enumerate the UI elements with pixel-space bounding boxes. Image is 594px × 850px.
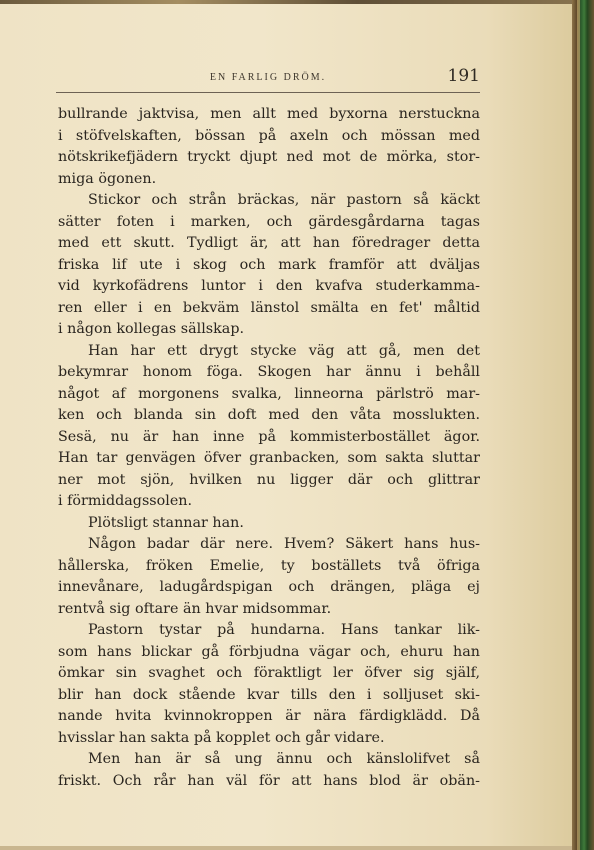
text-line: nötskrikefjädern tryckt djupt ned mot de mörka, stor-: [58, 149, 480, 165]
text-line: ken och blanda sin doft med den våta mosslukten.: [58, 407, 480, 423]
text-line: friska lif ute i skog och mark framför att dväljas: [58, 256, 480, 273]
text-line: i stöfvelskaften, bössan på axeln och mössan med: [58, 127, 480, 144]
page-number: 191: [447, 66, 480, 86]
text-line: Sesä, nu är han inne på kommisterbostället ägor.: [58, 428, 480, 445]
text-line: friskt. Och rår han väl för att hans blod är obän-: [58, 772, 480, 789]
text-line: Någon badar där nere. Hvem? Säkert hans hus-: [88, 536, 480, 552]
text-line: hållerska, fröken Emelie, ty boställets två öfriga: [58, 557, 480, 574]
text-line: ner mot sjön, hvilken nu ligger där och glittrar: [58, 471, 480, 488]
running-head: [56, 66, 480, 93]
text-line: Han tar genvägen öfver granbacken, som sakta sluttar: [58, 450, 480, 466]
text-line: nande hvita kvinnokroppen är nära färdigklädd. Då: [58, 708, 480, 724]
text-line: Stickor och strån bräckas, när pastorn så käckt: [88, 192, 480, 208]
text-line: som hans blickar gå förbjudna vägar och, ehuru han: [58, 643, 480, 660]
text-line: Han har ett drygt stycke väg att gå, men det: [88, 342, 480, 359]
text-line: i förmiddagssolen.: [58, 493, 193, 509]
text-line: sätter foten i marken, och gärdesgårdarna tagas: [58, 213, 480, 230]
text-line: hvisslar han sakta på kopplet och går vidare.: [58, 729, 385, 746]
text-line: innevånare, ladugårdspigan och drängen, pläga ej: [58, 579, 480, 595]
text-line: blir han dock stående kvar tills den i solljuset ski-: [58, 686, 480, 703]
text-line: Men han är så ung ännu och känslolifvet så: [88, 751, 480, 767]
text-line: Pastorn tystar på hundarna. Hans tankar lik-: [88, 622, 480, 638]
text-line: ömkar sin svaghet och föraktligt ler öfver sig själf,: [58, 665, 480, 681]
running-head-title: EN FARLIG DRÖM.: [209, 72, 327, 83]
text-line: ren eller i en bekväm länstol smälta en fet' måltid: [58, 299, 480, 316]
text-line: bekymrar honom föga. Skogen har ännu i behåll: [58, 364, 480, 380]
text-line: något af morgonens svalka, linneorna pärlströ mar-: [58, 385, 480, 402]
book-page: [0, 4, 573, 846]
text-line: Plötsligt stannar han.: [88, 514, 244, 531]
body-text: [58, 104, 480, 792]
text-line: i någon kollegas sällskap.: [58, 321, 245, 337]
text-line: med ett skutt. Tydligt är, att han föredrager detta: [58, 235, 480, 251]
book-spine: [572, 0, 594, 850]
text-line: bullrande jaktvisa, men allt med byxorna nerstuckna: [58, 106, 480, 122]
text-line: vid kyrkofädrens luntor i den kvafva studerkamma-: [58, 278, 480, 294]
text-line: miga ögonen.: [58, 170, 157, 187]
text-line: rentvå sig oftare än hvar midsommar.: [58, 600, 332, 617]
